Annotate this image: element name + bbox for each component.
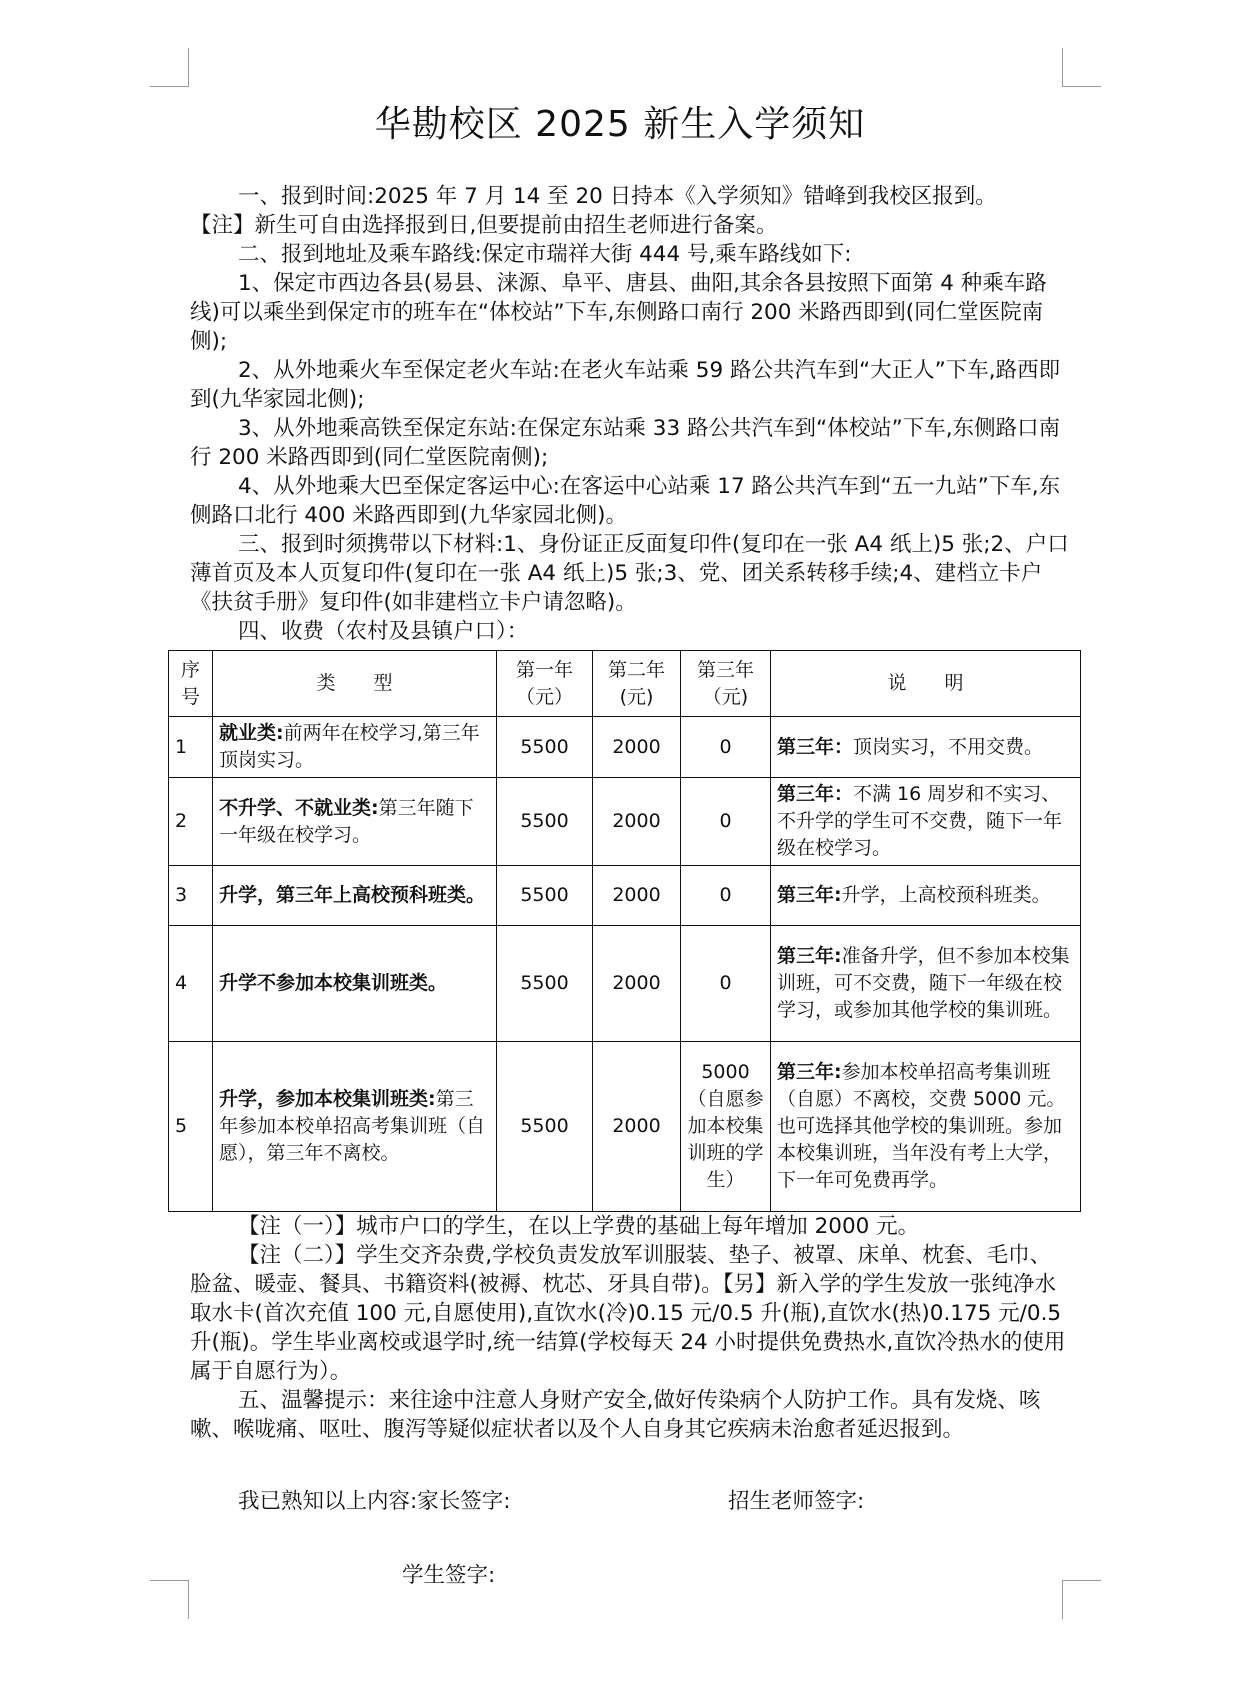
row-year3: 0 bbox=[681, 717, 771, 778]
row-year3: 0 bbox=[681, 926, 771, 1042]
header-no: 序号 bbox=[169, 651, 213, 717]
row-no: 5 bbox=[169, 1042, 213, 1212]
row-year2: 2000 bbox=[593, 866, 681, 926]
type-rest: 第三年随下一年级在校学习。 bbox=[219, 796, 474, 846]
row-type bbox=[213, 717, 497, 778]
table-row bbox=[169, 778, 1081, 866]
note-bold: 第三年: bbox=[777, 884, 842, 906]
row-type bbox=[213, 926, 497, 1042]
note-bold: 第三年： bbox=[777, 783, 854, 805]
note-rest: 升学，上高校预科班类。 bbox=[841, 884, 1051, 906]
row-type bbox=[213, 1042, 497, 1212]
table-row bbox=[169, 1042, 1081, 1212]
row-year2: 2000 bbox=[593, 778, 681, 866]
row-year1: 5500 bbox=[497, 866, 593, 926]
teacher-signature-label: 招生老师签字: bbox=[728, 1489, 865, 1514]
parent-signature-label: 我已熟知以上内容:家长签字: bbox=[238, 1489, 511, 1514]
row-year2: 2000 bbox=[593, 717, 681, 778]
fee-heading: 四、收费（农村及县镇户口）： bbox=[238, 619, 529, 644]
type-rest: 前两年在校学习,第三年顶岗实习。 bbox=[219, 722, 480, 771]
note-bold: 第三年: bbox=[777, 1061, 842, 1083]
row-note bbox=[771, 1042, 1081, 1212]
row-no: 4 bbox=[169, 926, 213, 1042]
type-bold: 不升学、不就业类: bbox=[219, 796, 379, 819]
row-year2: 2000 bbox=[593, 1042, 681, 1212]
warm-tips: 五、温馨提示：来往途中注意人身财产安全,做好传染病个人防护工作。具有发烧、咳嗽、喉咙痛、呕吐、腹泻等疑似症状者以及个人自身其它疾病未治愈者延迟报到。 bbox=[190, 1388, 1041, 1442]
header-year2: 第二年(元) bbox=[593, 651, 681, 717]
note-rest: 不满 16 周岁和不实习、不升学的学生可不交费，随下一年级在校学习。 bbox=[777, 783, 1063, 859]
route-3: 3、从外地乘高铁至保定东站:在保定东站乘 33 路公共汽车到“体校站”下车,东侧路口南行 200 米路西即到(同仁堂医院南侧); bbox=[190, 416, 1061, 470]
student-signature-label: 学生签字: bbox=[402, 1563, 496, 1588]
note-rest: 准备升学，但不参加本校集训班，可不交费，随下一年级在校学习，或参加其他学校的集训班。 bbox=[777, 945, 1070, 1021]
type-bold: 升学不参加本校集训班类。 bbox=[219, 972, 448, 994]
note-city-household: 【注（一）】城市户口的学生，在以上学费的基础上每年增加 2000 元。 bbox=[238, 1214, 920, 1239]
header-year1: 第一年（元） bbox=[497, 651, 593, 717]
row-year3: 0 bbox=[681, 866, 771, 926]
row-type bbox=[213, 866, 497, 926]
required-materials: 三、报到时须携带以下材料:1、身份证正反面复印件(复印在一张 A4 纸上)5 张;2、户口薄首页及本人页复印件(复印在一张 A4 纸上)5 张;3、党、团关系转移手续;4、建档立卡户《扶贫手册》复印件(如非建档立卡户请忽略)。 bbox=[190, 532, 1069, 615]
header-note: 说 明 bbox=[771, 651, 1081, 717]
route-2: 2、从外地乘火车至保定老火车站:在老火车站乘 59 路公共汽车到“大正人”下车,路西即到(九华家园北侧); bbox=[190, 358, 1061, 412]
type-rest: 第三年参加本校单招高考集训班（自愿），第三年不离校。 bbox=[219, 1088, 486, 1164]
row-no: 2 bbox=[169, 778, 213, 866]
header-type: 类 型 bbox=[213, 651, 497, 717]
crop-mark-top-left bbox=[150, 48, 189, 87]
row-year2: 2000 bbox=[593, 926, 681, 1042]
type-bold: 就业类: bbox=[219, 722, 284, 744]
row-note bbox=[771, 717, 1081, 778]
intro-section bbox=[190, 182, 1070, 646]
note-rest: 顶岗实习，不用交费。 bbox=[853, 735, 1044, 758]
table-row bbox=[169, 926, 1081, 1042]
row-year1: 5500 bbox=[497, 778, 593, 866]
row-note bbox=[771, 778, 1081, 866]
report-note: 【注】新生可自由选择报到日,但要提前由招生老师进行备案。 bbox=[190, 213, 778, 238]
row-note bbox=[771, 926, 1081, 1042]
row-note bbox=[771, 866, 1081, 926]
crop-mark-bottom-right bbox=[1062, 1580, 1101, 1619]
note-bold: 第三年： bbox=[777, 735, 854, 758]
route-4: 4、从外地乘大巴至保定客运中心:在客运中心站乘 17 路公共汽车到“五一九站”下车,东侧路口北行 400 米路西即到(九华家园北侧)。 bbox=[190, 474, 1061, 528]
table-row bbox=[169, 866, 1081, 926]
page-title: 华勘校区 2025 新生入学须知 bbox=[374, 104, 866, 145]
header-year3: 第三年（元) bbox=[681, 651, 771, 717]
table-row bbox=[169, 717, 1081, 778]
row-year1: 5500 bbox=[497, 717, 593, 778]
crop-mark-bottom-left bbox=[150, 1580, 189, 1619]
row-no: 3 bbox=[169, 866, 213, 926]
fee-table bbox=[168, 650, 1081, 1212]
type-bold: 升学，参加本校集训班类: bbox=[219, 1088, 436, 1110]
row-year1: 5500 bbox=[497, 1042, 593, 1212]
note-bold: 第三年: bbox=[777, 945, 842, 967]
notes-section bbox=[190, 1212, 1070, 1444]
note-fees-supplies: 【注（二）】学生交齐杂费,学校负责发放军训服装、垫子、被罩、床单、枕套、毛巾、脸盆、暖壶、餐具、书籍资料(被褥、枕芯、牙具自带)。【另】新入学的学生发放一张纯净水取水卡(首次充值 100 元,自愿使用),直饮水(冷)0.15 元/0.5 升(瓶),直饮水(热)0.175 元/0.5 升(瓶)。学生毕业离校或退学时,统一结算(学校每天 24 小时提供免费热水,直饮冷热水的使用属于自愿行为）。 bbox=[190, 1243, 1066, 1384]
row-year3: 0 bbox=[681, 778, 771, 866]
note-rest: 参加本校单招高考集训班（自愿）不离校，交费 5000 元。也可选择其他学校的集训班。参加本校集训班，当年没有考上大学，下一年可免费再学。 bbox=[777, 1061, 1066, 1191]
row-type bbox=[213, 778, 497, 866]
table-header-row bbox=[169, 651, 1081, 717]
route-1: 1、保定市西边各县(易县、涞源、阜平、唐县、曲阳,其余各县按照下面第 4 种乘车路线)可以乘坐到保定市的班车在“体校站”下车,东侧路口南行 200 米路西即到(同仁堂医院南侧); bbox=[190, 271, 1047, 354]
report-address: 二、报到地址及乘车路线:保定市瑞祥大街 444 号,乘车路线如下: bbox=[238, 242, 852, 267]
type-bold: 升学，第三年上高校预科班类。 bbox=[219, 884, 486, 906]
crop-mark-top-right bbox=[1062, 48, 1101, 87]
report-time: 一、报到时间:2025 年 7 月 14 至 20 日持本《入学须知》错峰到我校区报到。 bbox=[238, 184, 997, 209]
row-year1: 5500 bbox=[497, 926, 593, 1042]
row-year3: 5000（自愿参加本校集训班的学生） bbox=[681, 1042, 771, 1212]
row-no: 1 bbox=[169, 717, 213, 778]
